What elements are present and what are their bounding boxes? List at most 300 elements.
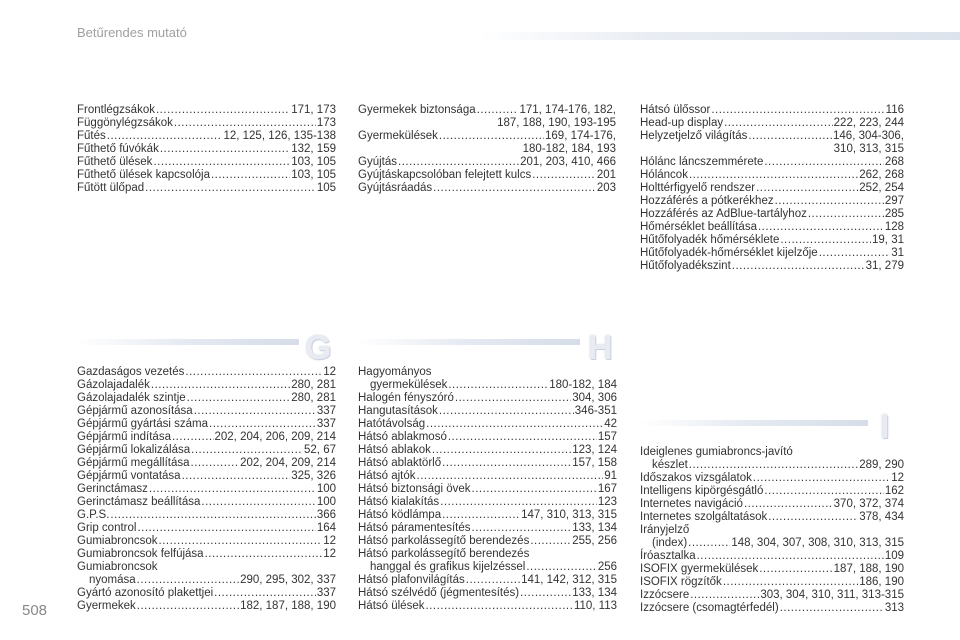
leader-dots	[201, 496, 315, 509]
index-entry-line	[640, 234, 904, 247]
page-refs: 103, 105	[291, 169, 336, 181]
index-entry	[640, 602, 904, 615]
page-refs: 337	[316, 587, 336, 599]
index-entry-line	[640, 576, 904, 589]
index-entry-line	[77, 392, 336, 405]
index-term: ISOFIX gyermekülések	[640, 563, 759, 575]
leader-dots	[107, 130, 223, 143]
index-term: nyomása	[89, 574, 136, 586]
index-entry-heading: Ideiglenes gumiabroncs-javító	[640, 446, 793, 458]
leader-dots	[194, 405, 316, 418]
leader-dots	[442, 509, 520, 522]
index-entry-heading: Irányjelző	[640, 524, 690, 536]
index-term: Hátsó ablakmosó	[358, 431, 447, 443]
index-entry	[77, 130, 336, 143]
index-term: Fűthető fúvókák	[77, 143, 159, 155]
index-entry-line	[640, 260, 904, 273]
index-entry-line	[358, 130, 616, 143]
index-entry-line	[358, 509, 617, 522]
index-entry	[640, 576, 904, 589]
index-term: gyermekülések	[370, 379, 448, 391]
index-entry-line	[77, 405, 336, 418]
page-refs: 42	[604, 418, 617, 430]
index-entry-line	[640, 104, 904, 117]
index-entry	[640, 485, 904, 498]
leader-dots	[211, 169, 290, 182]
index-term: Hűtőfolyadékszint	[640, 260, 731, 272]
index-entry	[640, 182, 904, 195]
index-term: Gépjármű lokalizálása	[77, 444, 191, 456]
page-refs: 133, 134	[572, 587, 617, 599]
index-entry	[358, 366, 617, 392]
index-entry	[358, 104, 616, 130]
index-term: Hátsó ablaktörlő	[358, 457, 442, 469]
index-entry	[77, 104, 336, 117]
index-entry	[640, 169, 904, 182]
index-entry	[358, 535, 617, 548]
leader-dots	[433, 182, 596, 195]
page-refs: 146, 304-306,	[833, 130, 904, 142]
leader-dots	[160, 143, 290, 156]
page-refs: 289, 290	[859, 459, 904, 471]
index-entry-line	[358, 522, 617, 535]
index-term: Hátsó ablakok	[358, 444, 431, 456]
index-term: Fűtés	[77, 130, 106, 142]
leader-dots	[145, 182, 316, 195]
index-term: Gyermekülések	[358, 130, 438, 142]
leader-dots	[748, 130, 832, 143]
index-term: Izzócsere	[640, 589, 690, 601]
page-number: 508	[22, 602, 48, 619]
index-term: Holttérfigyelő rendszer	[640, 182, 756, 194]
index-entry	[77, 483, 336, 496]
leader-dots	[472, 522, 572, 535]
page-refs: 182, 187, 188, 190	[240, 600, 336, 612]
index-entry-line	[77, 600, 336, 613]
index-term: Fűthető ülések	[77, 156, 153, 168]
leader-dots	[209, 418, 316, 431]
index-term: Hozzáférés a pótkerékhez	[640, 195, 774, 207]
page-refs-continued: 310, 313, 315	[833, 143, 904, 155]
index-entry	[358, 156, 616, 169]
index-entry-line	[77, 143, 336, 156]
index-entry	[77, 587, 336, 600]
page-refs: 180-182, 184	[549, 379, 617, 391]
page-refs: 100	[316, 496, 336, 508]
index-entry-line	[358, 169, 616, 182]
index-entry-line	[640, 117, 904, 130]
index-term: Hóláncok	[640, 169, 688, 181]
page-header-title: Betűrendes mutató	[77, 25, 187, 40]
page-refs: 12	[323, 548, 336, 560]
leader-dots	[732, 260, 865, 273]
index-column-2-top	[358, 104, 616, 195]
index-entry-line	[640, 537, 904, 550]
page-refs: 370, 372, 374	[833, 498, 904, 510]
index-entry-line	[640, 602, 904, 615]
page-refs: 262, 268	[859, 169, 904, 181]
leader-dots	[182, 470, 291, 483]
index-term: Gépjármű megállítása	[77, 457, 190, 469]
page-refs: 378, 434	[859, 511, 904, 523]
index-entry	[640, 550, 904, 563]
index-term: ISOFIX rögzítők	[640, 576, 722, 588]
index-term: Fűthető ülések kapcsolója	[77, 169, 210, 181]
index-entry-line	[358, 470, 617, 483]
page-refs: 162	[884, 485, 904, 497]
index-entry-line	[640, 221, 904, 234]
index-entry	[640, 221, 904, 234]
page-refs: 12, 125, 126, 135-138	[223, 130, 336, 142]
leader-dots	[759, 563, 832, 576]
index-term: (index)	[652, 537, 688, 549]
leader-dots	[172, 431, 214, 444]
leader-dots	[185, 366, 322, 379]
index-entry	[640, 524, 904, 550]
index-entry-line	[640, 563, 904, 576]
index-column-2-h	[358, 366, 617, 613]
page-refs: 132, 159	[291, 143, 336, 155]
index-entry-line	[640, 156, 904, 169]
leader-dots	[439, 405, 574, 418]
index-term: Hátsó páramentesítés	[358, 522, 471, 534]
leader-dots	[711, 104, 884, 117]
index-term: Gyújtás	[358, 156, 397, 168]
page-refs: 252, 254	[859, 182, 904, 194]
index-term: Gyermekek biztonsága	[358, 104, 476, 116]
index-entry-line	[77, 431, 336, 444]
index-term: Hozzáférés az AdBlue-tartályhoz	[640, 208, 807, 220]
index-entry-line	[358, 418, 617, 431]
page-refs: 201, 203, 410, 466	[520, 156, 616, 168]
section-h-rule	[358, 339, 580, 345]
index-term: Internetes szolgáltatások	[640, 511, 768, 523]
page-refs: 100	[316, 483, 336, 495]
index-entry-line	[358, 156, 616, 169]
index-entry-line	[358, 600, 617, 613]
leader-dots	[764, 485, 883, 498]
page-refs: 325, 326	[291, 470, 336, 482]
index-term: Gépjármű vontatása	[77, 470, 181, 482]
index-term: Hátsó ködlámpa	[358, 509, 442, 521]
index-entry	[358, 587, 617, 600]
leader-dots	[149, 483, 316, 496]
index-entry-line	[358, 444, 617, 457]
page-refs: 186, 190	[859, 576, 904, 588]
leader-dots	[472, 483, 597, 496]
index-entry	[640, 156, 904, 169]
leader-dots	[689, 169, 858, 182]
section-letter-i: I	[880, 408, 890, 446]
page-refs: 141, 142, 312, 315	[521, 574, 617, 586]
index-term: Hátsó kialakítás	[358, 496, 440, 508]
index-entry	[77, 457, 336, 470]
index-entry-line	[358, 182, 616, 195]
index-term: Gyújtáskapcsolóban felejtett kulcs	[358, 169, 532, 181]
index-entry	[77, 392, 336, 405]
index-entry	[640, 511, 904, 524]
leader-dots	[756, 182, 858, 195]
page-refs: 103, 105	[291, 156, 336, 168]
index-entry	[77, 522, 336, 535]
index-entry-line	[77, 535, 336, 548]
index-entry-line	[640, 130, 904, 143]
index-column-1-g	[77, 366, 336, 613]
page-refs: 173	[316, 117, 336, 129]
page-refs: 12	[323, 535, 336, 547]
index-entry	[640, 446, 904, 472]
page-refs: 148, 304, 307, 308, 310, 313, 315	[731, 537, 904, 549]
section-letter-g: G	[305, 329, 332, 367]
index-entry-line	[640, 589, 904, 602]
index-entry-line	[358, 104, 616, 117]
index-entry-line	[77, 104, 336, 117]
index-entry	[358, 130, 616, 156]
index-entry	[77, 561, 336, 587]
index-term: Hátsó ajtók	[358, 470, 416, 482]
index-column-3-top	[640, 104, 904, 273]
leader-dots	[440, 496, 597, 509]
index-entry	[358, 431, 617, 444]
index-entry-line	[358, 405, 617, 418]
leader-dots	[153, 156, 290, 169]
index-entry	[77, 169, 336, 182]
leader-dots	[780, 602, 884, 615]
page-refs: 110, 113	[573, 600, 617, 612]
leader-dots	[724, 117, 833, 130]
leader-dots	[768, 511, 858, 524]
index-entry	[640, 234, 904, 247]
index-term: G.P.S.	[77, 509, 110, 521]
page-refs: 31	[891, 247, 904, 259]
leader-dots	[191, 457, 240, 470]
leader-dots	[744, 498, 833, 511]
page-refs: 169, 174-176,	[545, 130, 616, 142]
index-entry-heading: Hátsó parkolássegítő berendezés	[358, 548, 530, 560]
index-term: Head-up display	[640, 117, 724, 129]
leader-dots	[697, 550, 884, 563]
index-entry-line	[77, 418, 336, 431]
leader-dots	[137, 600, 239, 613]
leader-dots	[689, 459, 858, 472]
page-refs: 171, 173	[291, 104, 336, 116]
index-term: Hátsó ülőssor	[640, 104, 711, 116]
index-term: Frontlégzsákok	[77, 104, 155, 116]
index-entry-line	[358, 431, 617, 444]
index-term: Gerinctámasz	[77, 483, 148, 495]
index-term: Hatótávolság	[358, 418, 426, 430]
page-refs: 203	[596, 182, 616, 194]
index-entry	[640, 117, 904, 130]
index-entry-line	[358, 457, 617, 470]
page-refs: 201	[596, 169, 616, 181]
index-entry	[358, 470, 617, 483]
page-refs: 297	[884, 195, 904, 207]
page-refs: 280, 281	[291, 392, 336, 404]
leader-dots	[398, 156, 519, 169]
leader-dots	[156, 104, 290, 117]
leader-dots	[137, 522, 315, 535]
index-entry	[77, 496, 336, 509]
index-entry	[77, 156, 336, 169]
leader-dots	[808, 208, 884, 221]
index-term: Függönylégzsákok	[77, 117, 173, 129]
index-entry	[358, 496, 617, 509]
index-term: készlet	[652, 459, 688, 471]
index-entry-heading: Gumiabroncsok	[77, 561, 158, 573]
leader-dots	[723, 576, 858, 589]
page-refs: 346-351	[574, 405, 617, 417]
index-entry	[640, 498, 904, 511]
index-entry	[358, 392, 617, 405]
index-term: Internetes navigáció	[640, 498, 743, 510]
index-entry	[77, 431, 336, 444]
page-refs: 256	[597, 561, 617, 573]
leader-dots	[764, 156, 883, 169]
index-entry-line	[77, 156, 336, 169]
leader-dots	[448, 431, 597, 444]
page-refs: 12	[323, 366, 336, 378]
index-entry	[77, 418, 336, 431]
index-entry-line	[358, 561, 617, 574]
index-entry	[640, 208, 904, 221]
leader-dots	[753, 472, 890, 485]
leader-dots	[159, 535, 323, 548]
page-refs: 147, 310, 313, 315	[521, 509, 617, 521]
leader-dots	[191, 444, 303, 457]
page-refs: 105	[316, 182, 336, 194]
leader-dots	[425, 600, 572, 613]
leader-dots	[530, 535, 571, 548]
index-column-3-i	[640, 446, 904, 615]
page-refs: 222, 223, 244	[833, 117, 904, 129]
page-refs: 157	[597, 431, 617, 443]
index-term: Időszakos vizsgálatok	[640, 472, 752, 484]
index-entry	[77, 548, 336, 561]
page-refs: 116	[885, 104, 904, 116]
page-refs: 123, 124	[572, 444, 617, 456]
index-term: Gazdaságos vezetés	[77, 366, 185, 378]
section-i-rule	[640, 420, 868, 426]
index-term: Hólánc láncszemmérete	[640, 156, 764, 168]
page-refs: 202, 204, 209, 214	[240, 457, 336, 469]
page-refs: 109	[884, 550, 904, 562]
index-entry	[358, 483, 617, 496]
leader-dots	[432, 444, 571, 457]
index-entry	[77, 535, 336, 548]
index-entry-line	[77, 496, 336, 509]
page-refs: 280, 281	[291, 379, 336, 391]
index-entry-line	[640, 195, 904, 208]
index-entry	[640, 472, 904, 485]
index-term: Gyújtásráadás	[358, 182, 433, 194]
section-letter-h: H	[588, 329, 613, 367]
index-term: Gázolajadalék szintje	[77, 392, 186, 404]
page-refs: 337	[316, 405, 336, 417]
index-term: hanggal és grafikus kijelzéssel	[370, 561, 526, 573]
index-entry-line	[77, 130, 336, 143]
page-refs: 303, 304, 310, 311, 313-315	[760, 589, 904, 601]
index-entry-line	[358, 496, 617, 509]
index-entry-line	[640, 208, 904, 221]
index-entry-line	[358, 574, 617, 587]
leader-dots	[690, 589, 759, 602]
index-term: Gyártó azonosító plakettjei	[77, 587, 214, 599]
section-g-rule	[77, 339, 299, 345]
leader-dots	[520, 587, 571, 600]
index-entry	[358, 457, 617, 470]
index-term: Grip control	[77, 522, 137, 534]
leader-dots	[110, 509, 315, 522]
leader-dots	[688, 537, 730, 550]
leader-dots	[780, 234, 871, 247]
index-entry	[358, 509, 617, 522]
index-entry	[77, 182, 336, 195]
index-entry-line	[77, 444, 336, 457]
index-term: Gépjármű azonosítása	[77, 405, 193, 417]
index-entry	[77, 600, 336, 613]
index-entry-line	[640, 485, 904, 498]
index-entry-line	[640, 247, 904, 260]
index-term: Intelligens kipörgésgátló	[640, 485, 764, 497]
page-refs: 12	[891, 472, 904, 484]
index-term: Gumiabroncsok felfújása	[77, 548, 204, 560]
index-term: Gépjármű indítása	[77, 431, 171, 443]
index-term: Gázolajadalék	[77, 379, 150, 391]
page-refs: 128	[884, 221, 904, 233]
leader-dots	[417, 470, 604, 483]
index-term: Fűtött ülőpad	[77, 182, 145, 194]
leader-dots	[137, 574, 239, 587]
index-entry	[640, 247, 904, 260]
index-term: Hűtőfolyadék-hőmérséklet kijelzője	[640, 247, 818, 259]
index-entry	[77, 509, 336, 522]
index-term: Gyermekek	[77, 600, 136, 612]
index-entry-line	[77, 587, 336, 600]
page-refs: 133, 134	[572, 522, 617, 534]
index-term: Hátsó ülések	[358, 600, 425, 612]
index-term: Hőmérséklet beállítása	[640, 221, 757, 233]
page-refs-continued: 180-182, 184, 193	[522, 143, 616, 155]
leader-dots	[151, 379, 290, 392]
index-entry-line	[640, 182, 904, 195]
index-entry-line	[640, 459, 904, 472]
leader-dots	[442, 457, 571, 470]
leader-dots	[477, 104, 519, 117]
page-refs: 187, 188, 190	[833, 563, 904, 575]
page-refs-continued: 187, 188, 190, 193-195	[497, 117, 616, 129]
page-refs: 167	[597, 483, 617, 495]
index-entry-line	[640, 498, 904, 511]
leader-dots	[758, 221, 884, 234]
index-entry-line	[77, 483, 336, 496]
index-entry	[640, 260, 904, 273]
page-refs: 255, 256	[572, 535, 617, 547]
index-entry-line	[640, 511, 904, 524]
index-entry-line	[640, 472, 904, 485]
index-entry	[358, 522, 617, 535]
index-entry-line	[77, 169, 336, 182]
index-entry	[358, 405, 617, 418]
index-entry	[358, 574, 617, 587]
index-term: Helyzetjelző világítás	[640, 130, 748, 142]
index-entry-line	[77, 574, 336, 587]
leader-dots	[426, 418, 603, 431]
index-entry-line	[640, 550, 904, 563]
index-term: Hangutasítások	[358, 405, 438, 417]
index-entry	[358, 548, 617, 574]
index-term: Gumiabroncsok	[77, 535, 158, 547]
